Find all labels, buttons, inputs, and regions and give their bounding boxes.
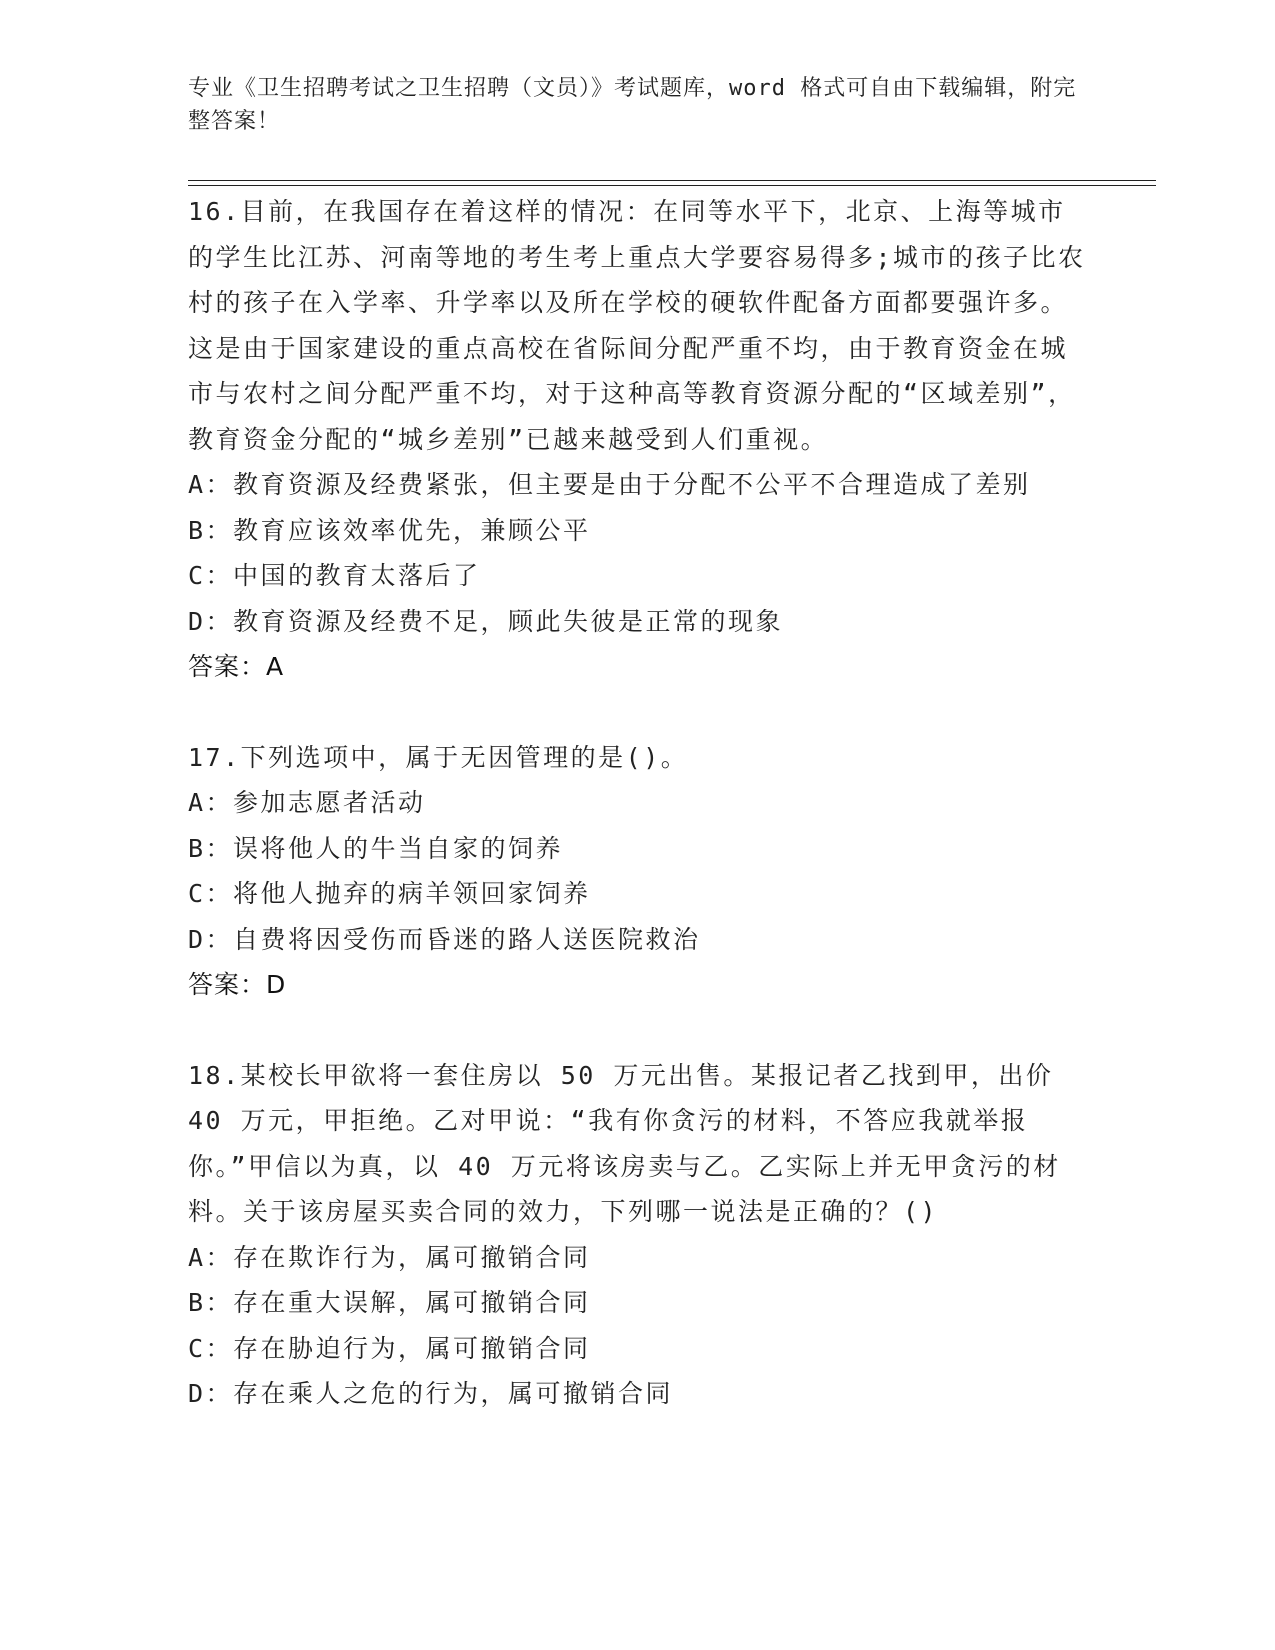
question-stem: 16.目前，在我国存在着这样的情况：在同等水平下，北京、上海等城市的学生比江苏、河南等地的考生考上重点大学要容易得多;城市的孩子比农村的孩子在入学率、升学率以及所在学校的硬软件配备方面都要强许多。这是由于国家建设的重点高校在省际间分配严重不均，由于教育资金在城市与农村之间分配严重不均，对于这种高等教育资源分配的“区域差别”，教育资金分配的“城乡差别”已越来越受到人们重视。 (188, 197, 1086, 454)
answer: 答案：A (188, 652, 285, 681)
header-divider-bottom (188, 185, 1156, 186)
question-17 (188, 735, 1088, 1008)
header-divider-top (188, 180, 1156, 181)
option-c: C：存在胁迫行为，属可撤销合同 (188, 1333, 591, 1363)
option-b: B：误将他人的牛当自家的饲养 (188, 833, 564, 863)
option-b: B：教育应该效率优先，兼顾公平 (188, 515, 591, 545)
option-a: A：参加志愿者活动 (188, 788, 426, 817)
option-c: C：将他人抛弃的病羊领回家饲养 (188, 879, 591, 908)
option-d: D：存在乘人之危的行为，属可撤销合同 (188, 1379, 674, 1408)
option-a: A：教育资源及经费紧张，但主要是由于分配不公平不合理造成了差别 (188, 470, 1031, 499)
option-d: D：教育资源及经费不足，顾此失彼是正常的现象 (188, 606, 784, 636)
option-c: C：中国的教育太落后了 (188, 561, 481, 590)
option-d: D：自费将因受伤而昏迷的路人送医院救治 (188, 924, 701, 954)
option-a: A：存在欺诈行为，属可撤销合同 (188, 1242, 591, 1272)
spacer (188, 690, 1088, 735)
answer: 答案：D (188, 970, 287, 999)
question-16 (188, 189, 1088, 690)
question-list (188, 189, 1088, 1417)
question-stem: 18.某校长甲欲将一套住房以 50 万元出售。某报记者乙找到甲，出价 40 万元，甲拒绝。乙对甲说：“我有你贪污的材料，不答应我就举报你。”甲信以为真，以 40 万元将该房卖与乙。乙实际上并无甲贪污的材料。关于该房屋买卖合同的效力，下列哪一说法是正确的？() (188, 1060, 1061, 1226)
spacer (188, 1008, 1088, 1053)
document-header: 专业《卫生招聘考试之卫生招聘（文员）》考试题库，word 格式可自由下载编辑，附完整答案！ (188, 76, 1077, 134)
option-b: B：存在重大误解，属可撤销合同 (188, 1288, 591, 1317)
question-stem: 17.下列选项中，属于无因管理的是()。 (188, 742, 689, 772)
question-18 (188, 1053, 1088, 1417)
